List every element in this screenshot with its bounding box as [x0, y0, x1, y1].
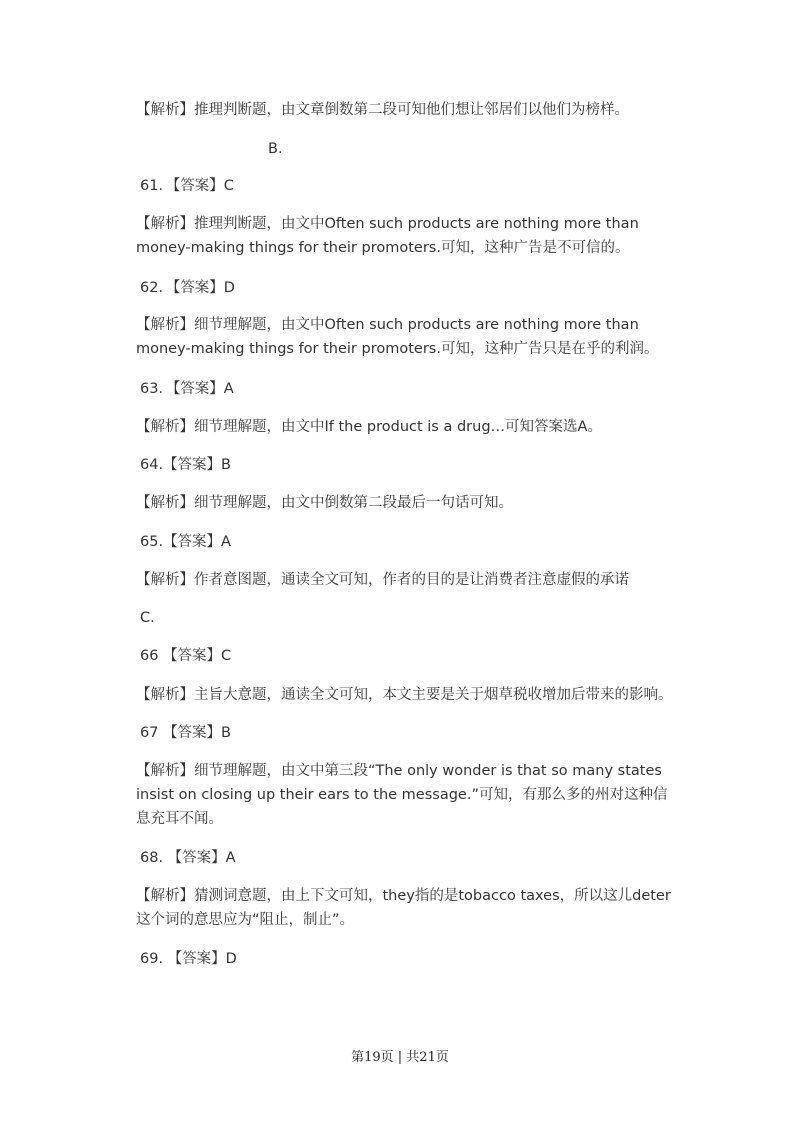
explanation-67: 【解析】细节理解题，由文中第三段“The only wonder is that so many states insist on closing up their ears to the message.”可知，有那么多的州对这种信 息充耳不闻。 [136, 763, 668, 827]
explanation-63: 【解析】细节理解题，由文中If the product is a drug…可知答案选A。 [136, 419, 602, 435]
explanation-64: 【解析】细节理解题，由文中倒数第二段最后一句话可知。 [136, 495, 513, 511]
answer-66: 66 【答案】C [140, 648, 232, 664]
explanation-62: 【解析】细节理解题，由文中Often such products are nothing more than money-making things for their promoters.可知，这种广告只是在乎的利润。 [136, 317, 659, 357]
answer-62: 62．【答案】D [140, 280, 235, 296]
answer-68: 68. 【答案】A [140, 850, 236, 866]
explanation-68: 【解析】猜测词意题，由上下文可知，they指的是tobacco taxes，所以这儿deter 这个词的意思应为“阻止，制止”。 [136, 888, 671, 928]
answer-67: 67 【答案】B [140, 725, 232, 741]
answer-69: 69. 【答案】D [140, 951, 237, 967]
page-footer: 第19页 | 共21页 [351, 1050, 449, 1065]
answer-61: 61．【答案】C [140, 178, 234, 194]
answer-63: 63．【答案】A [140, 381, 234, 397]
explanation-66: 【解析】主旨大意题，通读全文可知，本文主要是关于烟草税收增加后带来的影响。 [136, 687, 673, 703]
answer-64: 64.【答案】B [140, 457, 232, 473]
explanation-61: 【解析】推理判断题，由文中Often such products are nothing more than money-making things for their promoters.可知，这种广告是不可信的。 [136, 216, 639, 256]
answer-65: 65.【答案】A [140, 534, 231, 550]
explanation-60: 【解析】推理判断题，由文章倒数第二段可知他们想让邻居们以他们为榜样。 [136, 102, 629, 118]
answer-option-b: B. [268, 141, 283, 157]
answer-option-c: C. [140, 610, 155, 626]
explanation-65: 【解析】作者意图题，通读全文可知，作者的目的是让消费者注意虚假的承诺 [136, 572, 629, 588]
